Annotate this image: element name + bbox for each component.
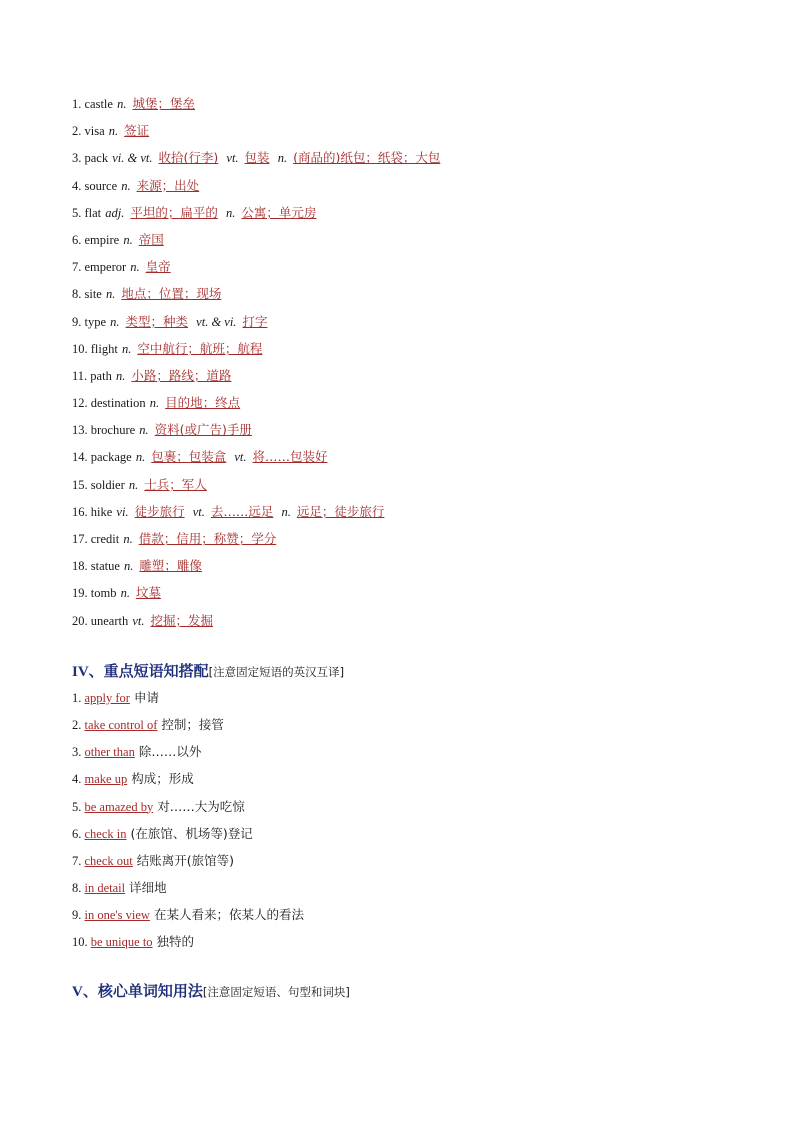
item-number: 2. xyxy=(72,124,82,139)
vocab-item xyxy=(72,582,772,609)
item-number: 1. xyxy=(72,97,82,111)
phrase-answer: be amazed by xyxy=(84,799,154,814)
meaning-answer: 包装 xyxy=(244,150,270,166)
part-of-speech: n. xyxy=(149,396,160,411)
meaning-answer: 城堡；堡垒 xyxy=(132,96,195,111)
phrase-answer: take control of xyxy=(84,717,158,732)
meaning-answer: 打字 xyxy=(242,313,268,329)
phrase-meaning: (在旅馆、机场等)登记 xyxy=(130,825,253,841)
part-of-speech: n. xyxy=(128,477,139,492)
meaning-answer: 收拾(行李) xyxy=(158,150,219,166)
meaning-answer: 小路；路线；道路 xyxy=(131,367,232,383)
item-number: 16. xyxy=(72,504,88,519)
part-of-speech: vt. xyxy=(226,151,239,166)
meaning-answer: 帝国 xyxy=(138,231,164,247)
phrase-item xyxy=(72,687,772,714)
part-of-speech: n. xyxy=(105,287,116,302)
item-number: 8. xyxy=(72,287,82,302)
phrase-meaning: 详细地 xyxy=(129,880,167,896)
meaning-answer: 公寓；单元房 xyxy=(241,204,317,220)
item-number: 3. xyxy=(72,151,82,166)
phrase-item xyxy=(72,931,772,958)
vocab-word: tomb xyxy=(90,586,117,601)
phrase-meaning: 结账离开(旅馆等) xyxy=(136,852,235,868)
phrase-meaning: 独特的 xyxy=(156,934,195,950)
meaning-answer: 远足；徒步旅行 xyxy=(296,503,385,519)
phrase-answer: be unique to xyxy=(90,935,153,950)
item-number: 1. xyxy=(72,690,82,705)
meaning-answer: 将……包装好 xyxy=(252,449,328,465)
item-number: 9. xyxy=(72,314,82,329)
part-of-speech: vt. & vi. xyxy=(196,314,237,329)
section-4-note: [注意固定短语的英汉互译] xyxy=(208,664,345,679)
part-of-speech: n. xyxy=(124,559,134,574)
meaning-answer: (商品的)纸包；纸袋；大包 xyxy=(293,150,441,166)
part-of-speech: n. xyxy=(108,124,119,139)
meaning-answer: 来源；出处 xyxy=(136,177,200,193)
phrase-item xyxy=(72,823,772,850)
part-of-speech: vt. xyxy=(234,450,247,465)
meaning-answer: 目的地；终点 xyxy=(165,395,241,411)
vocab-word: path xyxy=(90,368,112,383)
item-number: 19. xyxy=(72,586,88,601)
vocab-item xyxy=(72,419,772,446)
meaning-answer: 地点；位置；现场 xyxy=(121,286,222,302)
item-number: 7. xyxy=(72,853,82,868)
part-of-speech: n. xyxy=(123,532,133,546)
section-4-heading xyxy=(72,657,772,687)
part-of-speech: n. xyxy=(115,368,126,383)
part-of-speech: n. xyxy=(121,178,131,193)
part-of-speech: n. xyxy=(130,260,140,275)
item-number: 10. xyxy=(72,341,88,356)
meaning-answer: 坟墓 xyxy=(135,585,161,601)
meaning-answer: 挖掘；发掘 xyxy=(150,612,214,628)
vocab-word: brochure xyxy=(90,423,136,438)
part-of-speech: vi. xyxy=(116,504,129,519)
phrase-answer: apply for xyxy=(84,690,130,705)
vocab-item xyxy=(72,311,772,338)
document-page xyxy=(72,93,772,1001)
part-of-speech: n. xyxy=(139,423,149,438)
vocab-item xyxy=(72,93,772,120)
vocab-word: castle xyxy=(84,97,113,111)
meaning-answer: 徒步旅行 xyxy=(134,503,185,519)
meaning-answer: 类型；种类 xyxy=(125,313,189,329)
vocab-item xyxy=(72,446,772,473)
vocab-word: unearth xyxy=(90,613,129,628)
item-number: 9. xyxy=(72,908,82,923)
vocab-word: empire xyxy=(84,232,120,247)
vocab-word: source xyxy=(84,178,118,193)
vocab-word: soldier xyxy=(90,477,125,492)
phrase-item xyxy=(72,877,772,904)
vocab-item xyxy=(72,120,772,147)
vocab-item xyxy=(72,365,772,392)
vocab-item xyxy=(72,283,772,310)
vocab-item xyxy=(72,338,772,365)
item-number: 12. xyxy=(72,396,88,411)
phrase-item xyxy=(72,796,772,823)
meaning-answer: 借款；信用；称赞；学分 xyxy=(138,531,277,546)
part-of-speech: n. xyxy=(123,232,133,247)
item-number: 13. xyxy=(72,423,88,438)
meaning-answer: 签证 xyxy=(124,123,150,139)
item-number: 8. xyxy=(72,881,82,896)
phrase-answer: check in xyxy=(84,826,127,841)
vocab-list xyxy=(72,93,772,637)
phrase-answer: check out xyxy=(84,853,133,868)
vocab-word: emperor xyxy=(84,260,127,275)
phrase-answer: in one's view xyxy=(84,908,150,923)
phrase-list xyxy=(72,687,772,959)
part-of-speech: n. xyxy=(226,205,236,220)
part-of-speech: vt. xyxy=(192,504,205,519)
part-of-speech: n. xyxy=(135,450,146,465)
section-4-title: IV、重点短语知搭配 xyxy=(72,663,209,680)
part-of-speech: n. xyxy=(277,151,288,166)
phrase-meaning: 控制；接管 xyxy=(161,716,224,732)
item-number: 7. xyxy=(72,260,82,275)
vocab-item xyxy=(72,501,772,528)
phrase-item xyxy=(72,741,772,768)
item-number: 3. xyxy=(72,745,82,760)
item-number: 11. xyxy=(72,368,88,383)
phrase-meaning: 对……大为吃惊 xyxy=(157,798,245,814)
item-number: 6. xyxy=(72,232,82,247)
phrase-answer: in detail xyxy=(84,881,126,896)
item-number: 18. xyxy=(72,559,88,574)
phrase-item xyxy=(72,714,772,741)
vocab-word: statue xyxy=(90,559,120,574)
vocab-item xyxy=(72,175,772,202)
vocab-word: flight xyxy=(90,341,118,356)
phrase-meaning: 构成；形成 xyxy=(131,771,194,787)
section-5-title: V、核心单词知用法 xyxy=(72,983,203,1000)
vocab-word: destination xyxy=(90,396,146,411)
section-5-heading xyxy=(72,980,772,1001)
part-of-speech: vt. xyxy=(132,613,145,628)
vocab-word: credit xyxy=(90,532,120,546)
item-number: 14. xyxy=(72,450,88,465)
phrase-answer: other than xyxy=(84,745,135,760)
meaning-answer: 去……远足 xyxy=(210,503,274,519)
vocab-item xyxy=(72,229,772,256)
item-number: 15. xyxy=(72,477,88,492)
vocab-item xyxy=(72,474,772,501)
meaning-answer: 雕塑；雕像 xyxy=(139,558,202,574)
vocab-word: flat xyxy=(84,205,102,220)
part-of-speech: n. xyxy=(121,341,132,356)
phrase-item xyxy=(72,768,772,795)
phrase-meaning: 在某人看来；依某人的看法 xyxy=(153,907,304,923)
item-number: 17. xyxy=(72,532,88,546)
meaning-answer: 空中航行；航班；航程 xyxy=(137,340,263,356)
vocab-word: visa xyxy=(84,124,105,139)
vocab-item xyxy=(72,392,772,419)
part-of-speech: n. xyxy=(281,504,291,519)
phrase-answer: make up xyxy=(84,772,128,787)
vocab-item xyxy=(72,256,772,283)
vocab-word: type xyxy=(84,314,107,329)
item-number: 10. xyxy=(72,935,88,950)
vocab-word: hike xyxy=(90,504,113,519)
phrase-meaning: 申请 xyxy=(133,689,159,705)
part-of-speech: n. xyxy=(110,314,120,329)
item-number: 6. xyxy=(72,826,82,841)
vocab-item xyxy=(72,610,772,637)
section-5-note: [注意固定短语、句型和词块] xyxy=(202,984,350,999)
vocab-item xyxy=(72,555,772,582)
vocab-item xyxy=(72,528,772,555)
item-number: 4. xyxy=(72,772,82,787)
meaning-answer: 平坦的；扁平的 xyxy=(130,204,218,220)
part-of-speech: vi. & vt. xyxy=(112,151,153,166)
phrase-item xyxy=(72,904,772,931)
phrase-item xyxy=(72,850,772,877)
vocab-item xyxy=(72,147,772,174)
part-of-speech: adj. xyxy=(105,205,125,220)
item-number: 2. xyxy=(72,717,82,732)
part-of-speech: n. xyxy=(120,586,130,601)
item-number: 5. xyxy=(72,205,82,220)
part-of-speech: n. xyxy=(117,97,127,111)
vocab-word: package xyxy=(90,450,132,465)
item-number: 20. xyxy=(72,613,88,628)
vocab-item xyxy=(72,202,772,229)
phrase-meaning: 除……以外 xyxy=(138,744,202,760)
meaning-answer: 士兵；军人 xyxy=(144,476,207,492)
item-number: 5. xyxy=(72,799,82,814)
meaning-answer: 资料(或广告)手册 xyxy=(154,422,252,438)
meaning-answer: 包裹；包装盒 xyxy=(151,449,227,465)
meaning-answer: 皇帝 xyxy=(145,259,171,275)
item-number: 4. xyxy=(72,178,82,193)
vocab-word: site xyxy=(84,287,102,302)
vocab-word: pack xyxy=(84,151,109,166)
